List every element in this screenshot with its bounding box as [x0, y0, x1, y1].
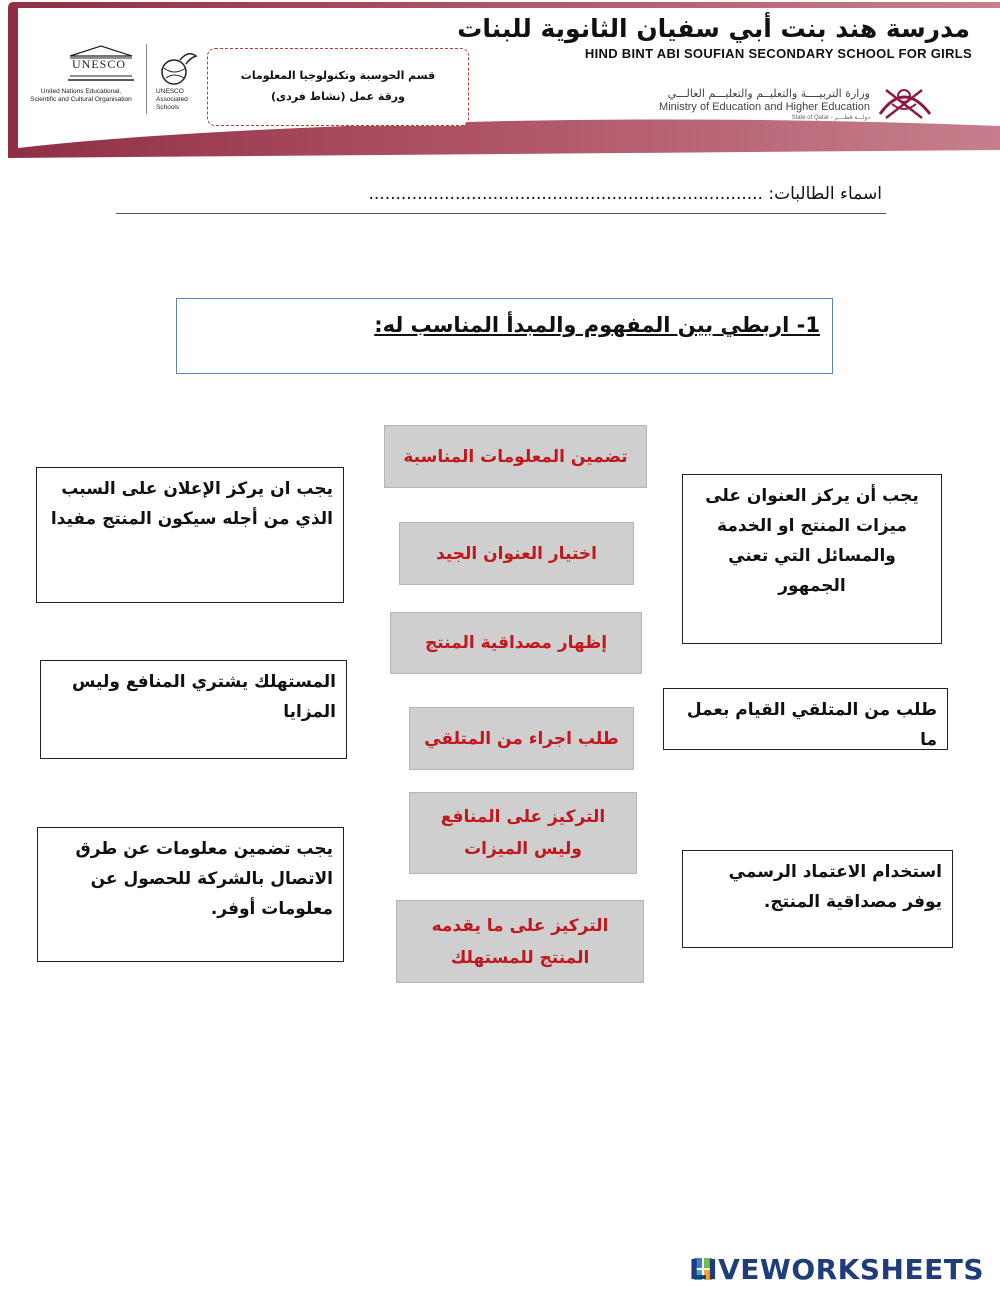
- un-caption: United Nations Educational, Scientific and Cultural Organisation: [30, 88, 132, 103]
- concept-box[interactable]: تضمين المعلومات المناسبة: [384, 425, 647, 488]
- concept-box[interactable]: إظهار مصداقية المنتج: [390, 612, 642, 674]
- associated-schools-caption: UNESCO Associated Schools: [156, 88, 188, 111]
- principle-box-right[interactable]: طلب من المتلقي القيام بعمل ما: [663, 688, 948, 750]
- unesco-wordmark: UNESCO: [72, 57, 127, 71]
- principle-box-left[interactable]: المستهلك يشتري المنافع وليس المزايا: [40, 660, 347, 759]
- department-title: قسم الحوسبة وتكنولوجيا المعلومات: [240, 69, 436, 82]
- qatar-emblem-icon: [872, 74, 936, 124]
- principle-box-right[interactable]: استخدام الاعتماد الرسمي يوفر مصداقية المنتج.: [682, 850, 953, 948]
- principle-box-left[interactable]: يجب تضمين معلومات عن طرق الاتصال بالشركة للحصول عن معلومات أوفر.: [37, 827, 344, 962]
- concept-box[interactable]: اختيار العنوان الجيد: [399, 522, 634, 585]
- ministry-english: Ministry of Education and Higher Education: [659, 101, 870, 113]
- state-label: State of Qatar - دولـــة قطــــر: [791, 115, 870, 121]
- concept-box[interactable]: طلب اجراء من المتلقي: [409, 707, 634, 770]
- ministry-arabic: وزارة التربيــــة والتعليــم والتعليـــم العالـــي: [667, 87, 870, 100]
- names-underline: [116, 213, 886, 214]
- principle-box-left[interactable]: يجب ان يركز الإعلان على السبب الذي من أجله سيكون المنتج مفيدا: [36, 467, 344, 603]
- school-name-english: HIND BINT ABI SOUFIAN SECONDARY SCHOOL FOR GIRLS: [584, 46, 972, 61]
- school-name-arabic: مدرسة هند بنت أبي سفيان الثانوية للبنات: [457, 14, 970, 43]
- liveworksheets-wordmark: LIVEWORKSHEETS: [688, 1253, 984, 1286]
- concept-box[interactable]: التركيز على ما يقدمه المنتج للمستهلك: [396, 900, 644, 983]
- worksheet-title: ورقة عمل (نشاط فردى): [271, 90, 405, 103]
- principle-box-right[interactable]: يجب أن يركز العنوان على ميزات المنتج او الخدمة والمسائل التي تعني الجمهور: [682, 474, 942, 644]
- unesco-schools-globe-icon: [158, 50, 198, 88]
- department-box: [207, 48, 469, 126]
- concept-box[interactable]: التركيز على المنافع وليس الميزات: [409, 792, 637, 874]
- logo-divider: [146, 44, 147, 114]
- question-text: 1- اربطي بين المفهوم والمبدأ المناسب له:: [374, 313, 820, 337]
- student-names-field[interactable]: اسماء الطالبات: .........................................................................: [368, 184, 882, 204]
